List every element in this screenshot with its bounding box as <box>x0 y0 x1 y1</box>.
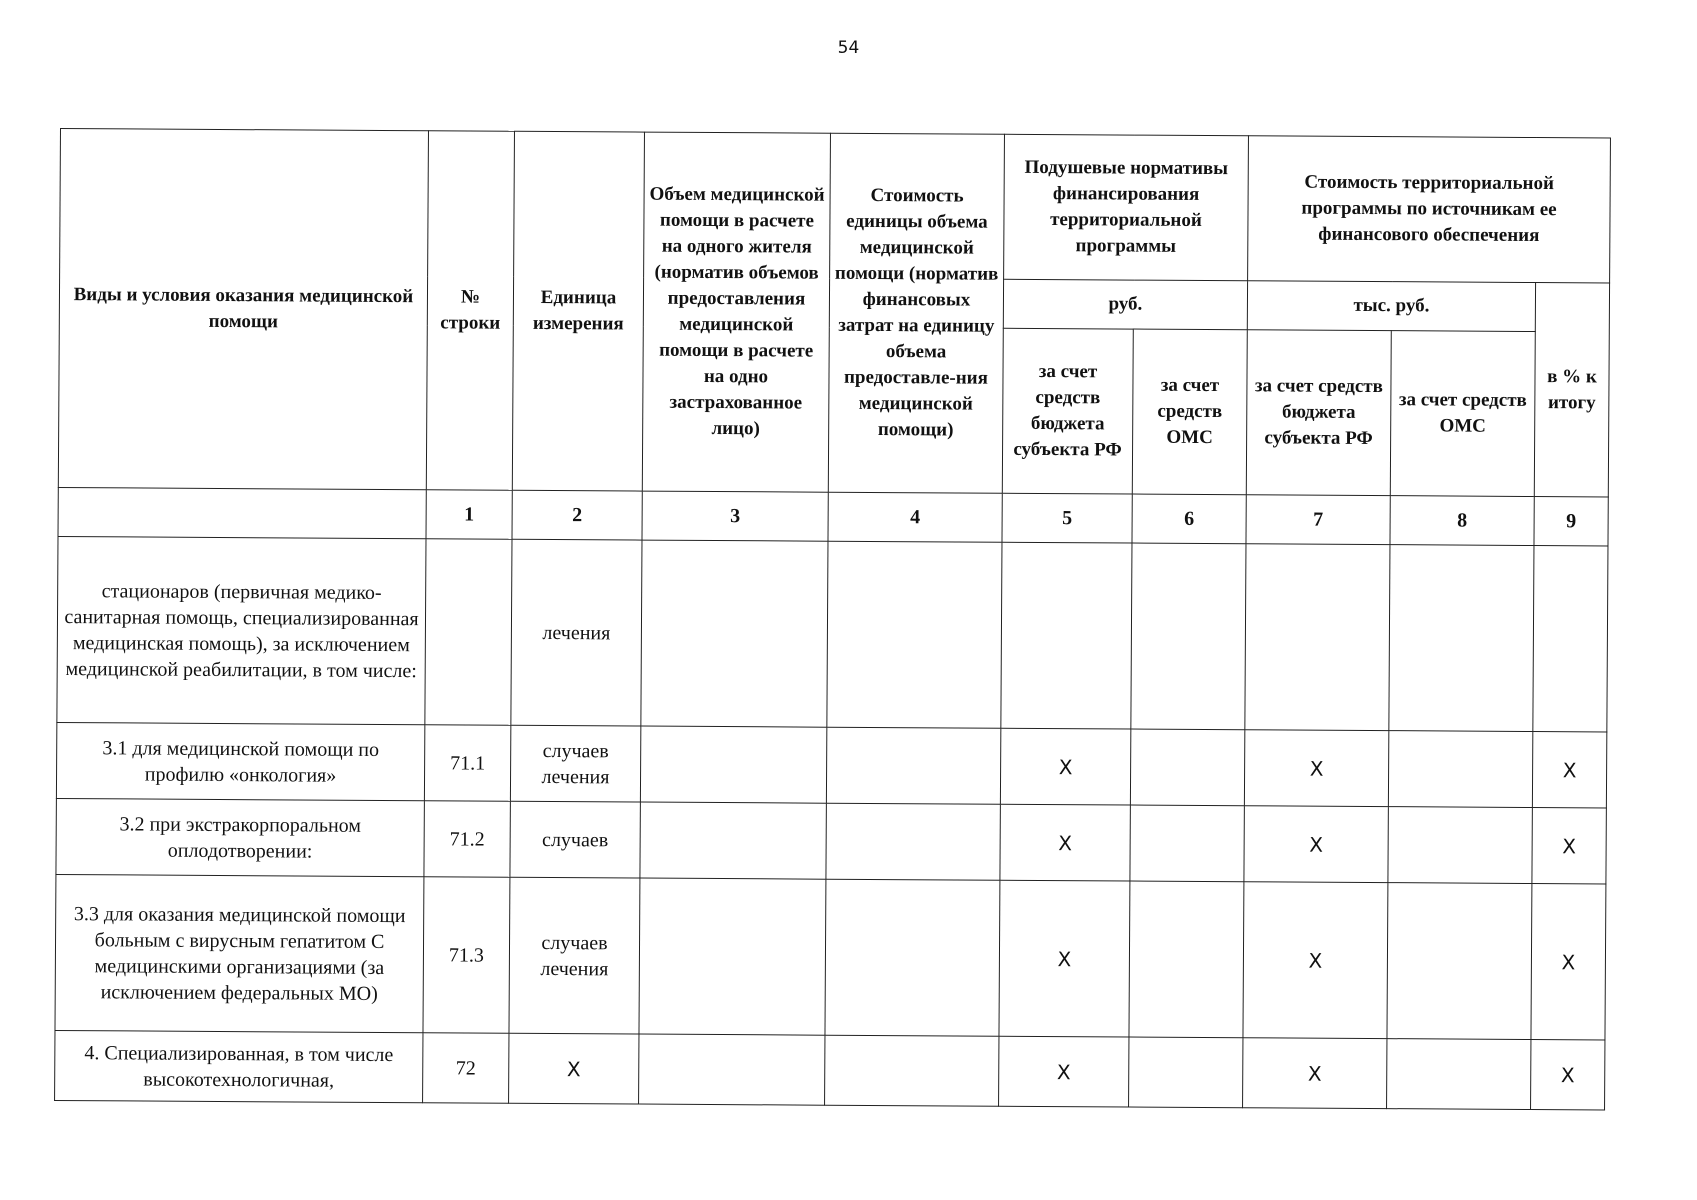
column-number: 3 <box>642 491 828 541</box>
row-volume <box>641 540 828 727</box>
row-description: 3.3 для оказания медицинской помощи больным с вирусным гепатитом С медицинскими организациями (за исключением федеральных МО) <box>55 874 424 1032</box>
row-col8 <box>1387 883 1532 1040</box>
row-description: 3.2 при экстракорпоральном оплодотворении: <box>56 798 424 876</box>
row-volume <box>639 878 826 1035</box>
row-description: стационаров (первичная медико-санитарная помощь, специализированная медицинская помощь), за исключением медицинской реабилитации, в том числе: <box>57 536 426 724</box>
row-cost <box>825 879 1000 1036</box>
row-number: 71.1 <box>424 725 510 802</box>
column-number: 5 <box>1002 493 1132 543</box>
row-col5: X <box>1000 804 1130 881</box>
column-number: 7 <box>1246 495 1390 545</box>
row-col5: X <box>999 880 1130 1037</box>
table-row <box>57 536 1608 731</box>
row-col8 <box>1387 1039 1531 1110</box>
header-row-number: № строки <box>426 131 514 491</box>
row-col7: X <box>1243 1038 1387 1109</box>
header-type: Виды и условия оказания медицинской помощи <box>58 129 428 490</box>
table-row <box>55 1030 1605 1109</box>
page-number: 54 <box>837 38 860 58</box>
row-col5 <box>1001 542 1132 729</box>
header-oms: за счет средств ОМС <box>1132 329 1247 495</box>
table-row <box>56 798 1606 883</box>
column-number: 6 <box>1132 494 1246 544</box>
header-unit: Единица измерения <box>512 131 644 491</box>
row-unit: случаев лечения <box>510 725 640 802</box>
row-col9: X <box>1532 808 1606 884</box>
row-number: 71.2 <box>424 801 510 878</box>
row-col9: X <box>1532 732 1606 808</box>
row-unit: случаев лечения <box>509 877 640 1034</box>
column-number: 2 <box>512 490 642 540</box>
header-rub: руб. <box>1003 279 1247 329</box>
row-col8 <box>1388 807 1532 884</box>
row-volume <box>639 1034 825 1105</box>
row-description: 4. Специализированная, в том числе высокотехнологичная, <box>55 1030 423 1102</box>
row-unit: случаев <box>510 801 640 878</box>
row-description: 3.1 для медицинской помощи по профилю «онкология» <box>56 722 424 800</box>
column-number: 1 <box>426 490 512 540</box>
header-program-cost: Стоимость территориальной программы по источникам ее финансового обеспечения <box>1248 136 1611 283</box>
row-number <box>425 539 512 726</box>
row-col6 <box>1130 729 1244 806</box>
row-col5: X <box>1000 728 1130 805</box>
row-col9 <box>1533 546 1608 732</box>
row-unit: X <box>509 1033 639 1104</box>
table-row <box>56 722 1606 807</box>
column-number: 9 <box>1534 497 1608 546</box>
table-row <box>55 874 1606 1039</box>
row-col6 <box>1131 543 1246 730</box>
header-oms-thous: за счет средств ОМС <box>1390 331 1535 497</box>
row-unit: лечения <box>511 539 642 726</box>
row-cost <box>826 727 1000 804</box>
row-col7: X <box>1244 730 1388 807</box>
header-budget-rf: за счет средств бюджета субъекта РФ <box>1002 328 1133 494</box>
header-budget-rf-thous: за счет средств бюджета субъекта РФ <box>1246 330 1391 496</box>
row-volume <box>640 726 826 803</box>
row-volume <box>640 802 826 879</box>
header-cost: Стоимость единицы объема медицинской помощи (норматив финансовых затрат на единицу объема предоставле-ния медицинской помощи) <box>828 133 1004 493</box>
header-per-capita: Подушевые нормативы финансирования территориальной программы <box>1004 134 1249 280</box>
row-col8 <box>1389 545 1534 732</box>
row-col6 <box>1130 805 1244 882</box>
row-col7: X <box>1244 806 1388 883</box>
row-col7: X <box>1243 882 1388 1039</box>
row-col9: X <box>1531 884 1606 1040</box>
header-percent: в % к итогу <box>1534 283 1609 497</box>
column-number-empty <box>58 487 426 538</box>
row-col8 <box>1388 731 1532 808</box>
row-col6 <box>1129 1037 1243 1108</box>
header-volume: Объем медицинской помощи в расчете на одного жителя (норматив объемов предоставления медицинской помощи в расчете на одно застрахованное лицо) <box>642 132 830 492</box>
row-col5: X <box>999 1036 1129 1107</box>
row-cost <box>826 803 1000 880</box>
row-col7 <box>1245 544 1390 731</box>
column-number: 4 <box>828 492 1002 542</box>
column-number: 8 <box>1390 496 1534 546</box>
row-col6 <box>1129 881 1244 1038</box>
row-col9: X <box>1531 1040 1605 1110</box>
row-number: 72 <box>423 1033 509 1104</box>
financing-table <box>54 128 1611 1110</box>
header-thous-rub: тыс. руб. <box>1247 281 1535 332</box>
row-number: 71.3 <box>423 877 510 1034</box>
row-cost <box>825 1035 999 1106</box>
row-cost <box>827 541 1002 728</box>
